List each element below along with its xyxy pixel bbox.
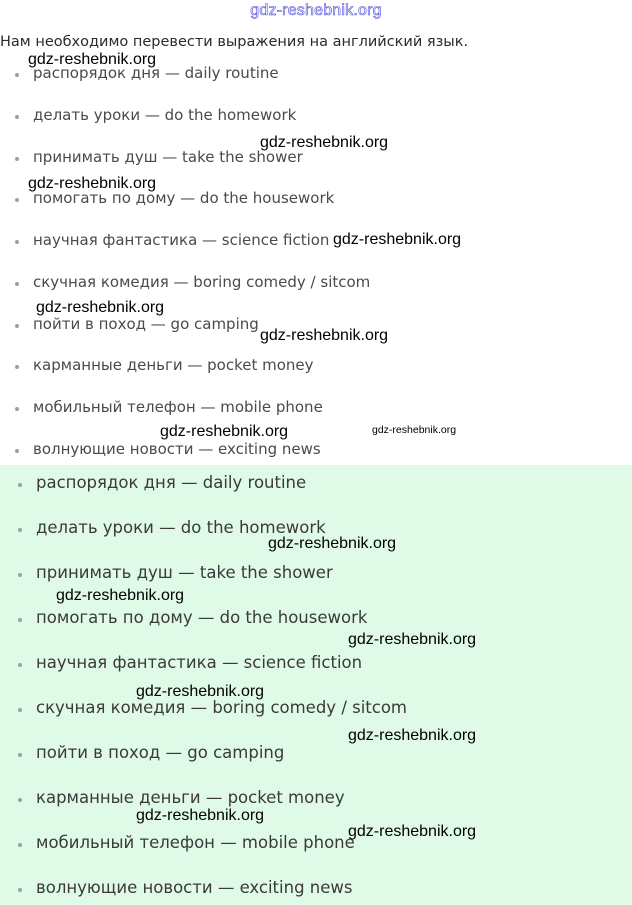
watermark: gdz-reshebnik.org (260, 134, 389, 151)
list-item: распорядок дня — daily routine (33, 64, 279, 82)
watermark: gdz-reshebnik.org (28, 51, 157, 68)
bullet-icon (15, 115, 19, 119)
bullet-icon (18, 573, 22, 577)
bullet-icon (18, 753, 22, 757)
bullet-icon (15, 449, 19, 453)
watermark: gdz-reshebnik.org (136, 807, 265, 824)
bullet-icon (18, 708, 22, 712)
bullet-icon (15, 240, 19, 244)
list-item: карманные деньги — pocket money (33, 356, 314, 374)
site-watermark-header: gdz-reshebnik.org (250, 2, 382, 19)
list-item: принимать душ — take the shower (33, 148, 303, 166)
bullet-icon (15, 73, 19, 77)
watermark: gdz-reshebnik.org (260, 327, 389, 344)
list-item: принимать душ — take the shower (36, 563, 333, 582)
watermark: gdz-reshebnik.org (333, 231, 462, 248)
watermark: gdz-reshebnik.org (136, 683, 265, 700)
bullet-icon (15, 157, 19, 161)
list-item: научная фантастика — science fiction (36, 653, 362, 672)
list-item: делать уроки — do the homework (36, 518, 326, 537)
bullet-icon (18, 618, 22, 622)
watermark: gdz-reshebnik.org (28, 175, 157, 192)
list-item: помогать по дому — do the housework (36, 608, 367, 627)
bullet-icon (15, 365, 19, 369)
watermark: gdz-reshebnik.org (56, 587, 185, 604)
bullet-icon (18, 798, 22, 802)
watermark: gdz-reshebnik.org (348, 727, 477, 744)
list-item: делать уроки — do the homework (33, 106, 296, 124)
bullet-icon (18, 483, 22, 487)
list-item: скучная комедия — boring comedy / sitcom (33, 273, 370, 291)
bullet-icon (18, 528, 22, 532)
bullet-icon (18, 888, 22, 892)
list-item: карманные деньги — pocket money (36, 788, 345, 807)
watermark: gdz-reshebnik.org (160, 423, 289, 440)
list-item: пойти в поход — go camping (36, 743, 284, 762)
list-item: распорядок дня — daily routine (36, 473, 306, 492)
watermark: gdz-reshebnik.org (348, 631, 477, 648)
bullet-icon (15, 407, 19, 411)
watermark: gdz-reshebnik.org (348, 823, 477, 840)
bullet-icon (15, 324, 19, 328)
watermark: gdz-reshebnik.org (36, 299, 165, 316)
list-item: помогать по дому — do the housework (33, 189, 334, 207)
list-item: мобильный телефон — mobile phone (33, 398, 323, 416)
bullet-icon (18, 663, 22, 667)
list-item: волнующие новости — exciting news (36, 878, 353, 897)
intro-text: Нам необходимо перевести выражения на английский язык. (0, 34, 469, 50)
list-item: пойти в поход — go camping (33, 315, 259, 333)
list-item: мобильный телефон — mobile phone (36, 833, 355, 852)
list-item: волнующие новости — exciting news (33, 440, 321, 458)
answer-panel (0, 465, 632, 905)
list-item: научная фантастика — science fiction (33, 231, 329, 249)
bullet-icon (15, 198, 19, 202)
watermark: gdz-reshebnik.org (268, 535, 397, 552)
bullet-icon (18, 843, 22, 847)
watermark: gdz-reshebnik.org (372, 424, 457, 436)
list-item: скучная комедия — boring comedy / sitcom (36, 698, 407, 717)
bullet-icon (15, 282, 19, 286)
